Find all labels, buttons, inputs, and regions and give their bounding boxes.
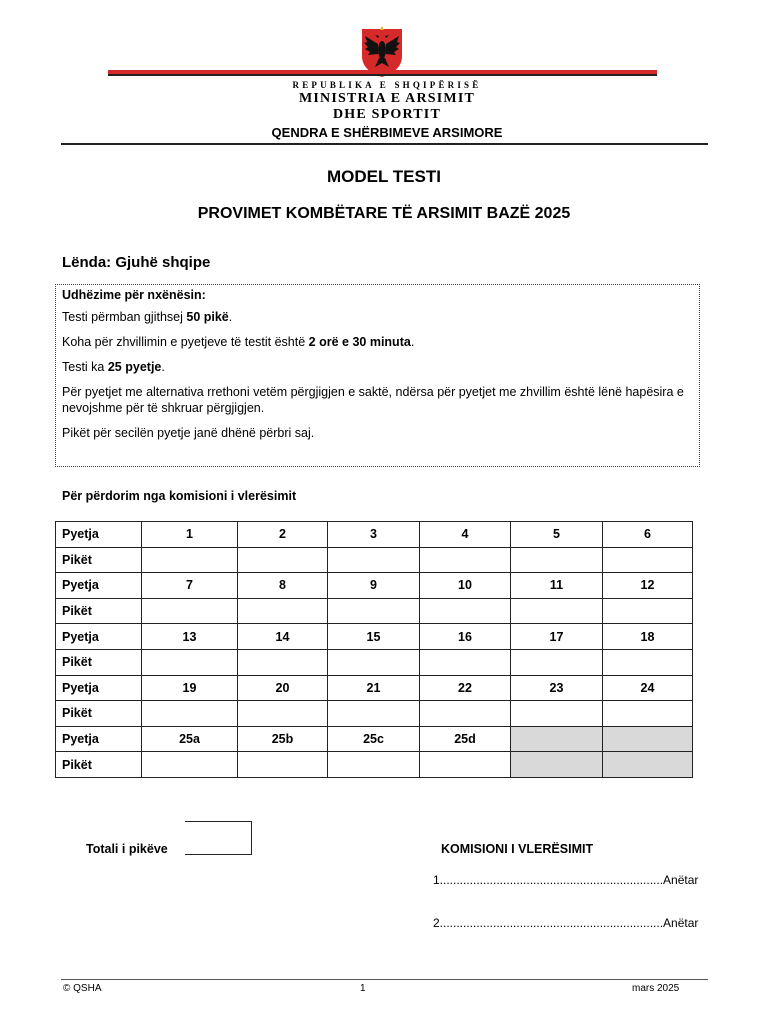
points-cell[interactable] [238, 598, 328, 624]
points-row-label: Pikët [56, 598, 142, 624]
points-cell[interactable] [238, 752, 328, 778]
points-cell[interactable] [328, 752, 420, 778]
points-cell[interactable] [511, 598, 603, 624]
question-number-cell: 16 [420, 624, 511, 650]
points-cell[interactable] [238, 701, 328, 727]
commission-use-label: Për përdorim nga komisioni i vlerësimit [62, 489, 297, 503]
points-cell[interactable] [603, 701, 693, 727]
question-number-cell: 17 [511, 624, 603, 650]
points-cell[interactable] [420, 547, 511, 573]
question-number-cell: 11 [511, 573, 603, 599]
question-number-cell: 25d [420, 726, 511, 752]
points-row-label: Pikët [56, 649, 142, 675]
table-row [56, 624, 693, 650]
table-row [56, 649, 693, 675]
table-row [56, 701, 693, 727]
question-number-cell: 22 [420, 675, 511, 701]
header-divider [61, 143, 708, 145]
points-row-label: Pikët [56, 701, 142, 727]
question-number-cell: 5 [511, 522, 603, 548]
question-row-label: Pyetja [56, 675, 142, 701]
table-row [56, 726, 693, 752]
question-number-cell: 9 [328, 573, 420, 599]
question-number-cell: 25c [328, 726, 420, 752]
commission-member-1[interactable]: 1...................................................................Anëtar [433, 873, 699, 887]
points-cell[interactable] [603, 547, 693, 573]
ministry-name: MINISTRIA E ARSIMIT [298, 91, 476, 106]
points-cell[interactable] [328, 649, 420, 675]
points-cell[interactable] [142, 649, 238, 675]
header-black-line [108, 74, 657, 76]
question-number-cell: 20 [238, 675, 328, 701]
points-row-label: Pikët [56, 547, 142, 573]
points-cell[interactable] [603, 598, 693, 624]
points-cell[interactable] [328, 547, 420, 573]
table-row [56, 675, 693, 701]
question-number-cell: 2 [238, 522, 328, 548]
question-number-cell: 23 [511, 675, 603, 701]
points-cell[interactable] [238, 649, 328, 675]
points-cell[interactable] [328, 598, 420, 624]
question-number-cell: 15 [328, 624, 420, 650]
instruction-points: Testi përmban gjithsej 50 pikë. [62, 310, 233, 324]
points-cell[interactable] [238, 547, 328, 573]
points-cell[interactable] [603, 649, 693, 675]
instruction-answering: Për pyetjet me alternativa rrethoni vetëm përgjigjen e saktë, ndërsa për pyetjet me zhvillim është lënë hapësira e nevojshme për të shkruar përgjigjen. [62, 385, 684, 415]
empty-cell [511, 726, 603, 752]
instruction-questions: Testi ka 25 pyetje. [62, 360, 165, 374]
points-cell[interactable] [328, 701, 420, 727]
republic-name: REPUBLIKA E SHQIPËRISË [292, 80, 482, 90]
table-row [56, 522, 693, 548]
question-number-cell: 19 [142, 675, 238, 701]
question-number-cell: 24 [603, 675, 693, 701]
ministry-name-line2: DHE SPORTIT [332, 107, 441, 122]
empty-cell [603, 726, 693, 752]
commission-member-2[interactable]: 2...................................................................Anëtar [433, 916, 699, 930]
score-table [55, 521, 693, 778]
points-cell[interactable] [420, 598, 511, 624]
instruction-time: Koha për zhvillimin e pyetjeve të testit është 2 orë e 30 minuta. [62, 335, 415, 349]
footer-date: mars 2025 [632, 983, 680, 994]
center-name: QENDRA E SHËRBIMEVE ARSIMORE [271, 125, 503, 140]
points-cell[interactable] [420, 701, 511, 727]
commission-heading: KOMISIONI I VLERËSIMIT [441, 842, 594, 856]
empty-cell [511, 752, 603, 778]
points-cell[interactable] [511, 701, 603, 727]
table-row [56, 573, 693, 599]
page-title: MODEL TESTI [327, 167, 441, 186]
question-row-label: Pyetja [56, 522, 142, 548]
question-number-cell: 14 [238, 624, 328, 650]
empty-cell [603, 752, 693, 778]
footer-divider [61, 979, 708, 980]
subject-label: Lënda: Gjuhë shqipe [62, 254, 211, 271]
points-row-label: Pikët [56, 752, 142, 778]
points-cell[interactable] [142, 598, 238, 624]
footer-copyright: © QSHA [63, 983, 102, 994]
question-number-cell: 3 [328, 522, 420, 548]
points-cell[interactable] [142, 701, 238, 727]
table-row [56, 547, 693, 573]
points-cell[interactable] [142, 752, 238, 778]
question-number-cell: 13 [142, 624, 238, 650]
question-number-cell: 1 [142, 522, 238, 548]
question-number-cell: 10 [420, 573, 511, 599]
points-cell[interactable] [142, 547, 238, 573]
question-number-cell: 25a [142, 726, 238, 752]
question-number-cell: 6 [603, 522, 693, 548]
points-cell[interactable] [511, 547, 603, 573]
points-cell[interactable] [420, 752, 511, 778]
total-points-label: Totali i pikëve [86, 842, 168, 856]
points-cell[interactable] [420, 649, 511, 675]
question-row-label: Pyetja [56, 624, 142, 650]
instructions-heading: Udhëzime për nxënësin: [62, 288, 206, 302]
question-number-cell: 25b [238, 726, 328, 752]
points-cell[interactable] [511, 649, 603, 675]
table-row [56, 752, 693, 778]
question-row-label: Pyetja [56, 726, 142, 752]
page-number: 1 [360, 983, 366, 994]
question-number-cell: 7 [142, 573, 238, 599]
question-number-cell: 21 [328, 675, 420, 701]
question-number-cell: 4 [420, 522, 511, 548]
instructions-box [55, 284, 700, 467]
question-number-cell: 12 [603, 573, 693, 599]
total-points-box[interactable] [185, 821, 252, 855]
question-number-cell: 8 [238, 573, 328, 599]
instruction-points-note: Pikët për secilën pyetje janë dhënë përbri saj. [62, 426, 315, 440]
question-row-label: Pyetja [56, 573, 142, 599]
table-row [56, 598, 693, 624]
question-number-cell: 18 [603, 624, 693, 650]
page-subtitle: PROVIMET KOMBËTARE TË ARSIMIT BAZË 2025 [197, 205, 571, 222]
